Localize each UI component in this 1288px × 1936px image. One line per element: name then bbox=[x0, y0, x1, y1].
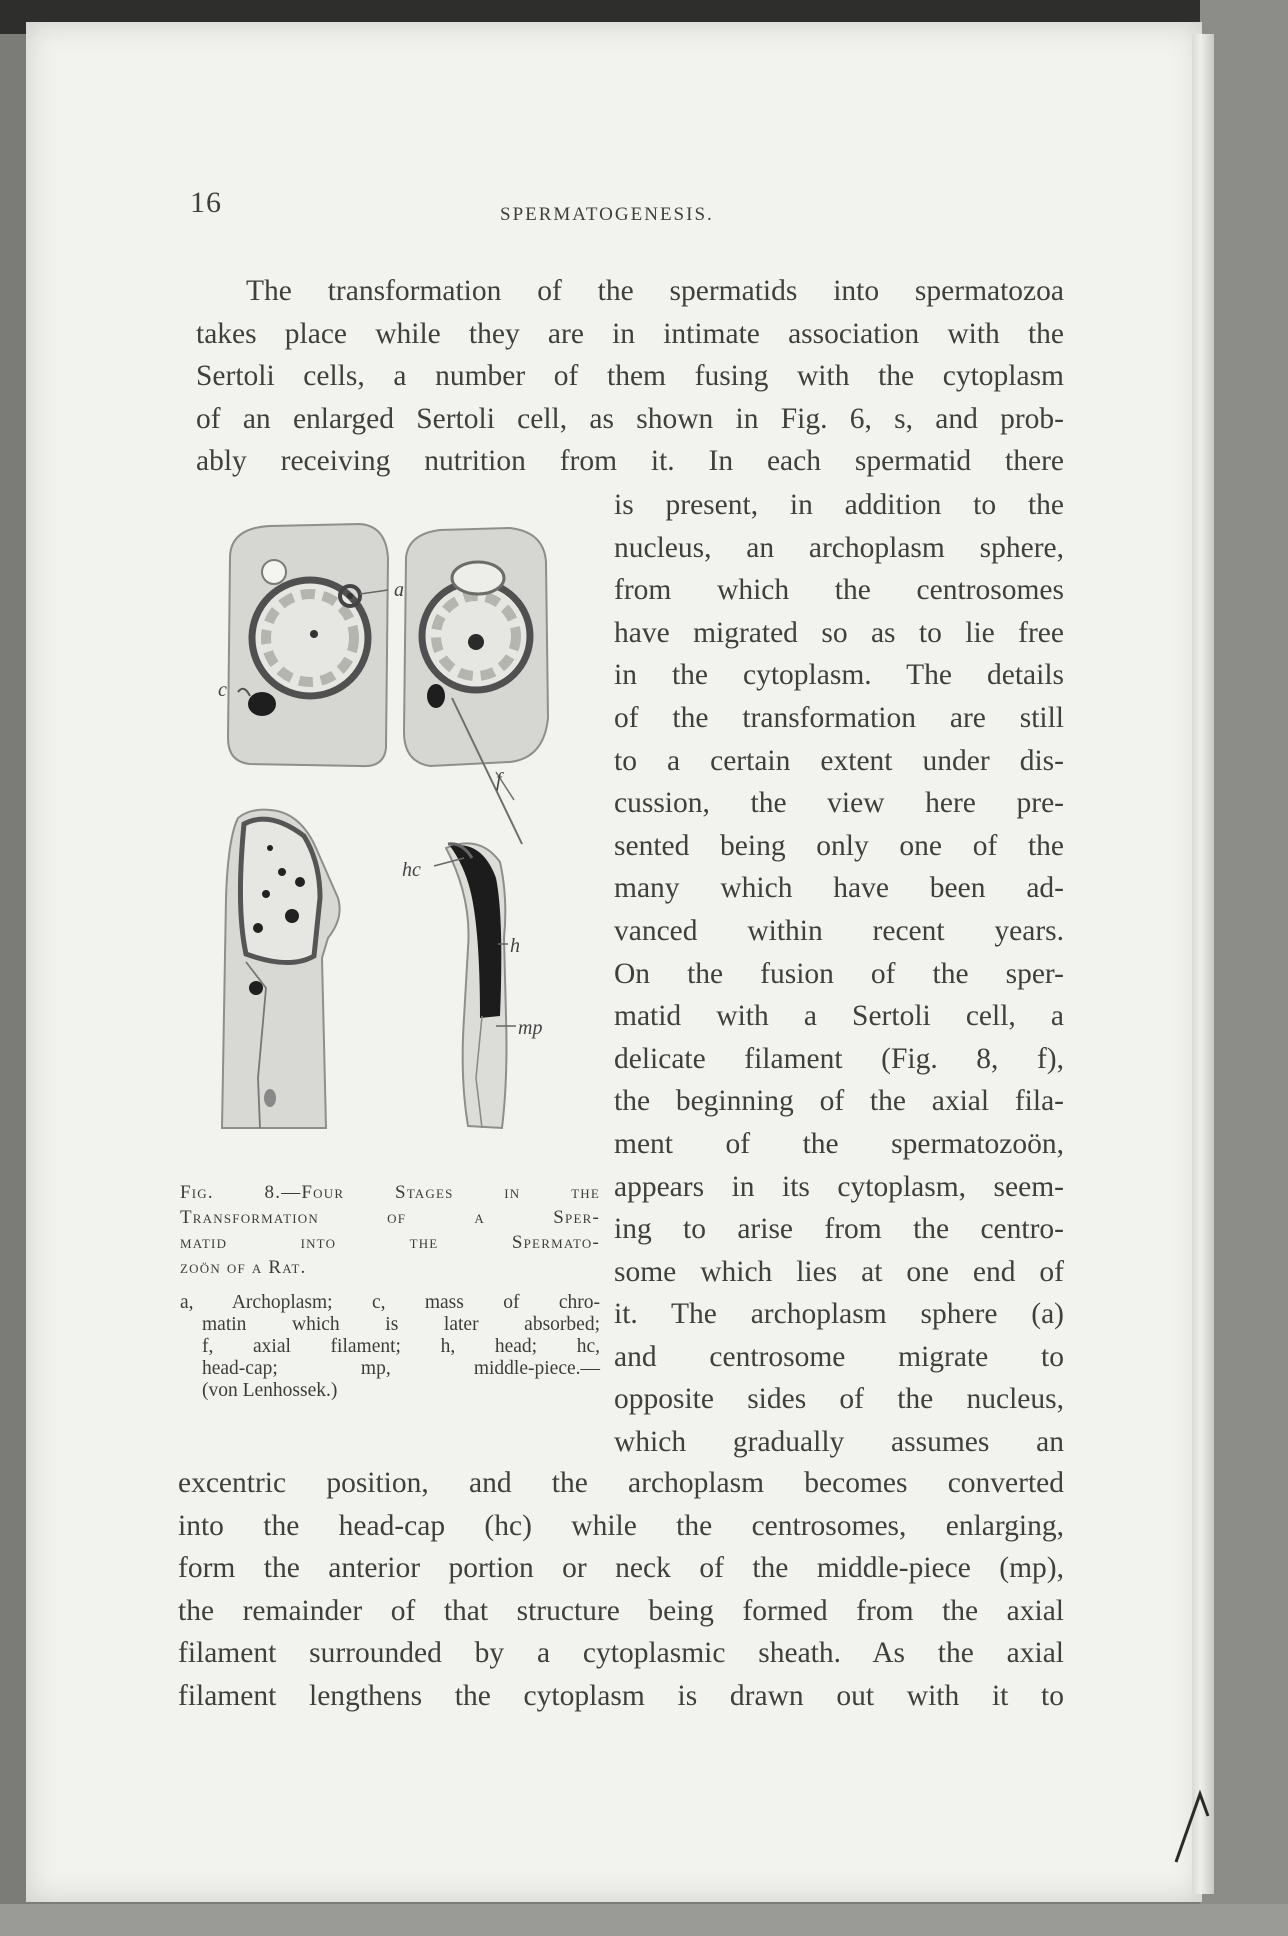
caption-title-line: Fig. 8.—Four Stages in the bbox=[180, 1182, 600, 1203]
paragraph-top bbox=[196, 270, 1064, 483]
text-line: excentric position, and the archoplasm becomes converted bbox=[178, 1467, 1064, 1499]
text-line: in the cytoplasm. The details bbox=[614, 659, 1064, 692]
text-line: appears in its cytoplasm, seem- bbox=[614, 1170, 1064, 1203]
caption-title-line: matid into the Spermato- bbox=[180, 1232, 600, 1253]
figure-label-h: h bbox=[510, 935, 520, 957]
figure-label-hc: hc bbox=[402, 859, 421, 881]
text-line: of the transformation are still bbox=[614, 701, 1064, 734]
paragraph-side-column bbox=[614, 484, 1064, 1464]
scan-border-bottom bbox=[0, 1904, 1288, 1936]
caption-legend-line: matin which is later absorbed; bbox=[202, 1314, 600, 1335]
text-line: into the head-cap (hc) while the centrosomes, enlarging, bbox=[178, 1509, 1064, 1542]
paragraph-bottom bbox=[178, 1462, 1064, 1718]
text-line: Sertoli cells, a number of them fusing with the cytoplasm bbox=[196, 360, 1064, 393]
figure-8-illustration bbox=[210, 518, 600, 1158]
caption-legend-line: f, axial filament; h, head; hc, bbox=[202, 1336, 600, 1357]
text-line: filament surrounded by a cytoplasmic sheath. As the axial bbox=[178, 1637, 1064, 1670]
text-line: the remainder of that structure being formed from the axial bbox=[178, 1594, 1064, 1627]
text-line: nucleus, an archoplasm sphere, bbox=[614, 531, 1064, 564]
figure-label-mp: mp bbox=[518, 1017, 543, 1039]
spermatid-stage-4 bbox=[434, 843, 516, 1128]
text-line: to a certain extent under dis- bbox=[614, 744, 1064, 777]
caption-legend-line: a, Archoplasm; c, mass of chro- bbox=[180, 1292, 600, 1313]
text-line: many which have been ad- bbox=[614, 872, 1064, 905]
figure-label-a: a bbox=[394, 579, 404, 601]
text-line: ment of the spermatozoön, bbox=[614, 1127, 1064, 1160]
caption-legend bbox=[180, 1292, 600, 1402]
text-line: filament lengthens the cytoplasm is drawn out with it to bbox=[178, 1679, 1064, 1712]
text-line: matid with a Sertoli cell, a bbox=[614, 1000, 1064, 1033]
text-line: which gradually assumes an bbox=[614, 1426, 1064, 1459]
text-line: is present, in addition to the bbox=[614, 489, 1064, 521]
caption-legend-line: head-cap; mp, middle-piece.— bbox=[202, 1358, 600, 1379]
figure-label-f: f bbox=[496, 769, 502, 791]
page-number: 16 bbox=[190, 186, 222, 219]
text-line: it. The archoplasm sphere (a) bbox=[614, 1298, 1064, 1331]
text-line: sented being only one of the bbox=[614, 829, 1064, 862]
text-line: On the fusion of the sper- bbox=[614, 957, 1064, 990]
caption-legend-line: (von Lenhossek.) bbox=[202, 1380, 338, 1401]
text-line: delicate filament (Fig. 8, f), bbox=[614, 1042, 1064, 1075]
text-line: have migrated so as to lie free bbox=[614, 616, 1064, 649]
text-line: the beginning of the axial fila- bbox=[614, 1085, 1064, 1118]
figure-label-c: c bbox=[218, 679, 227, 701]
caption-title-line: Transformation of a Sper- bbox=[180, 1207, 600, 1228]
caption-title-line: zoön of a Rat. bbox=[180, 1257, 307, 1278]
caption-title bbox=[180, 1180, 600, 1280]
text-line: of an enlarged Sertoli cell, as shown in Fig. 6, s, and prob- bbox=[196, 402, 1064, 435]
text-line: ably receiving nutrition from it. In each spermatid there bbox=[196, 445, 1064, 478]
text-line: opposite sides of the nucleus, bbox=[614, 1383, 1064, 1416]
spermatid-stage-1 bbox=[228, 524, 388, 766]
page-fold-edge bbox=[1192, 34, 1214, 1894]
text-line: The transformation of the spermatids into spermatozoa bbox=[246, 275, 1064, 307]
running-title: SPERMATOGENESIS. bbox=[500, 204, 714, 225]
page-corner-mark-icon bbox=[1172, 1786, 1212, 1866]
spermatid-stage-3 bbox=[222, 810, 340, 1128]
text-line: ing to arise from the centro- bbox=[614, 1213, 1064, 1246]
text-line: some which lies at one end of bbox=[614, 1255, 1064, 1288]
text-line: from which the centrosomes bbox=[614, 574, 1064, 607]
text-line: takes place while they are in intimate association with the bbox=[196, 317, 1064, 350]
spermatid-stage-2 bbox=[404, 528, 548, 844]
text-line: cussion, the view here pre- bbox=[614, 787, 1064, 820]
text-line: form the anterior portion or neck of the middle-piece (mp), bbox=[178, 1552, 1064, 1585]
figure-caption bbox=[180, 1180, 600, 1402]
text-line: and centrosome migrate to bbox=[614, 1340, 1064, 1373]
text-line: vanced within recent years. bbox=[614, 914, 1064, 947]
